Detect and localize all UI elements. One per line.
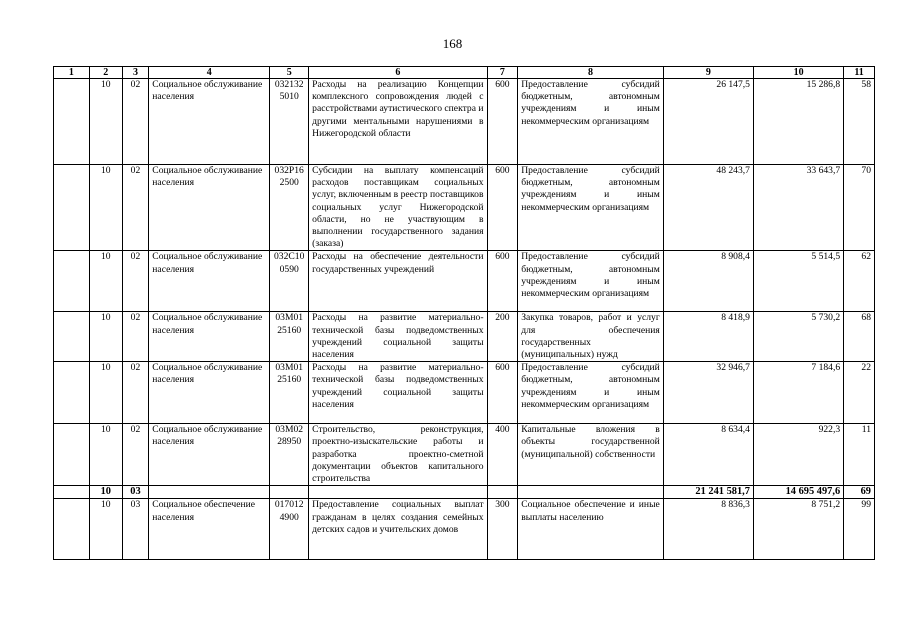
cell-col1	[54, 312, 90, 362]
cell-expense-name: Предоставление субсидий бюджетным, автономным учреждениям и иным некоммерческим организациям	[518, 165, 664, 251]
cell-subsection: 02	[122, 424, 149, 486]
cell-col1	[54, 79, 90, 165]
header-cell: 5	[270, 67, 309, 79]
header-cell: 9	[663, 67, 753, 79]
cell-expense-type: 300	[487, 499, 518, 560]
table-row	[54, 312, 875, 362]
budget-table	[53, 66, 875, 560]
cell-percent: 58	[844, 79, 875, 165]
cell-section: 10	[89, 165, 122, 251]
header-cell: 8	[518, 67, 664, 79]
cell-subsection: 02	[122, 165, 149, 251]
cell-subsection-name: Социальное обслуживание населения	[149, 165, 270, 251]
cell-expense-type: 600	[487, 165, 518, 251]
cell-expense-name: Предоставление субсидий бюджетным, автономным учреждениям и иным некоммерческим организациям	[518, 79, 664, 165]
cell-target-code: 032132 5010	[270, 79, 309, 165]
subsection-total-row	[54, 486, 875, 499]
cell-target-code: 017012 4900	[270, 499, 309, 560]
cell-subsection-name: Социальное обслуживание населения	[149, 424, 270, 486]
cell-section: 10	[89, 312, 122, 362]
cell-section: 10	[89, 486, 122, 499]
header-row	[54, 67, 875, 79]
header-cell: 11	[844, 67, 875, 79]
cell-expense-name: Предоставление субсидий бюджетным, автономным учреждениям и иным некоммерческим организациям	[518, 251, 664, 312]
header-cell: 2	[89, 67, 122, 79]
cell-amount-actual: 5 514,5	[753, 251, 843, 312]
header-cell: 4	[149, 67, 270, 79]
cell-target-code: 03М01 25160	[270, 312, 309, 362]
cell-expense-type: 200	[487, 312, 518, 362]
cell-target-code	[270, 486, 309, 499]
cell-expense-type: 600	[487, 362, 518, 424]
cell-amount-planned: 32 946,7	[663, 362, 753, 424]
cell-col1	[54, 499, 90, 560]
cell-expense-name: Закупка товаров, работ и услуг для обеспечения государственных (муниципальных) нужд	[518, 312, 664, 362]
header-cell: 6	[309, 67, 487, 79]
cell-amount-planned: 21 241 581,7	[663, 486, 753, 499]
cell-percent: 68	[844, 312, 875, 362]
cell-description: Расходы на развитие материально-технической базы подведомственных учреждений социальной защиты населения	[309, 362, 487, 424]
cell-expense-type: 400	[487, 424, 518, 486]
cell-amount-planned: 26 147,5	[663, 79, 753, 165]
cell-expense-name	[518, 486, 664, 499]
cell-target-code: 03М01 25160	[270, 362, 309, 424]
cell-subsection: 03	[122, 499, 149, 560]
table-row	[54, 79, 875, 165]
cell-expense-type	[487, 486, 518, 499]
cell-section: 10	[89, 79, 122, 165]
cell-target-code: 03М02 28950	[270, 424, 309, 486]
header-cell: 3	[122, 67, 149, 79]
cell-description: Субсидии на выплату компенсаций расходов поставщикам социальных услуг, включенным в реестр поставщиков социальных услуг Нижегородской области, но не участвующим в выполнении государственного задания (заказа)	[309, 165, 487, 251]
cell-section: 10	[89, 424, 122, 486]
cell-expense-name: Капитальные вложения в объекты государственной (муниципальной) собственности	[518, 424, 664, 486]
header-cell: 7	[487, 67, 518, 79]
cell-description: Расходы на обеспечение деятельности государственных учреждений	[309, 251, 487, 312]
cell-subsection: 02	[122, 251, 149, 312]
cell-subsection: 03	[122, 486, 149, 499]
cell-amount-planned: 48 243,7	[663, 165, 753, 251]
cell-percent: 70	[844, 165, 875, 251]
cell-expense-type: 600	[487, 251, 518, 312]
cell-description: Расходы на развитие материально-технической базы подведомственных учреждений социальной защиты населения	[309, 312, 487, 362]
cell-expense-type: 600	[487, 79, 518, 165]
cell-target-code: 032C10 0590	[270, 251, 309, 312]
cell-subsection-name: Социальное обслуживание населения	[149, 362, 270, 424]
cell-expense-name: Социальное обеспечение и иные выплаты населению	[518, 499, 664, 560]
page-number: 168	[442, 36, 463, 51]
table-row	[54, 165, 875, 251]
cell-subsection-name: Социальное обслуживание населения	[149, 79, 270, 165]
cell-section: 10	[89, 362, 122, 424]
table-row	[54, 424, 875, 486]
cell-subsection: 02	[122, 362, 149, 424]
cell-amount-actual: 7 184,6	[753, 362, 843, 424]
header-cell: 10	[753, 67, 843, 79]
cell-subsection-name	[149, 486, 270, 499]
cell-amount-planned: 8 418,9	[663, 312, 753, 362]
header-cell: 1	[54, 67, 90, 79]
cell-section: 10	[89, 499, 122, 560]
cell-percent: 22	[844, 362, 875, 424]
cell-subsection-name: Социальное обслуживание населения	[149, 251, 270, 312]
cell-percent: 62	[844, 251, 875, 312]
cell-expense-name: Предоставление субсидий бюджетным, автономным учреждениям и иным некоммерческим организациям	[518, 362, 664, 424]
cell-subsection: 02	[122, 312, 149, 362]
cell-target-code: 032P16 2500	[270, 165, 309, 251]
cell-amount-actual: 14 695 497,6	[753, 486, 843, 499]
cell-amount-actual: 8 751,2	[753, 499, 843, 560]
cell-percent: 11	[844, 424, 875, 486]
cell-description: Расходы на реализацию Концепции комплексного сопровождения людей с расстройствами аутистического спектра и другими ментальными нарушениями в Нижегородской области	[309, 79, 487, 165]
cell-amount-planned: 8 634,4	[663, 424, 753, 486]
cell-col1	[54, 424, 90, 486]
cell-amount-actual: 922,3	[753, 424, 843, 486]
cell-amount-planned: 8 908,4	[663, 251, 753, 312]
table-row	[54, 499, 875, 560]
cell-col1	[54, 251, 90, 312]
cell-col1	[54, 362, 90, 424]
table-row	[54, 362, 875, 424]
cell-percent: 69	[844, 486, 875, 499]
cell-description: Строительство, реконструкция, проектно-изыскательские работы и разработка проектно-сметной документации объектов капитального строительства	[309, 424, 487, 486]
cell-subsection-name: Социальное обеспечение населения	[149, 499, 270, 560]
cell-amount-actual: 33 643,7	[753, 165, 843, 251]
cell-col1	[54, 165, 90, 251]
cell-subsection-name: Социальное обслуживание населения	[149, 312, 270, 362]
table-row	[54, 251, 875, 312]
cell-description: Предоставление социальных выплат гражданам в целях создания семейных детских садов и учительских домов	[309, 499, 487, 560]
cell-description	[309, 486, 487, 499]
cell-amount-planned: 8 836,3	[663, 499, 753, 560]
cell-section: 10	[89, 251, 122, 312]
cell-amount-actual: 5 730,2	[753, 312, 843, 362]
cell-amount-actual: 15 286,8	[753, 79, 843, 165]
cell-col1	[54, 486, 90, 499]
cell-subsection: 02	[122, 79, 149, 165]
cell-percent: 99	[844, 499, 875, 560]
